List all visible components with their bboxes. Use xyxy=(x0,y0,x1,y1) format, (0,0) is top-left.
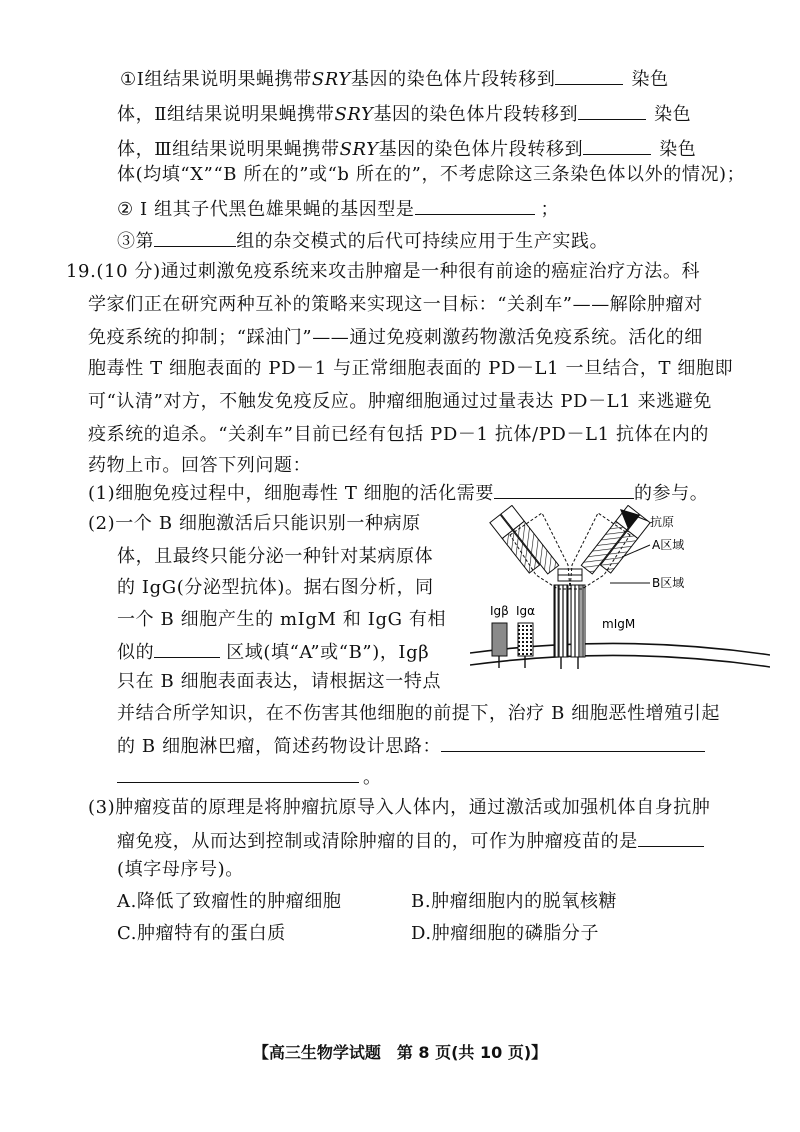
q19-part-2-line-4: 一个 B 细胞产生的 mIgM 和 IgG 有相 xyxy=(117,609,447,630)
migm-label: mIgM xyxy=(602,617,636,631)
q19-part-2-line-1: (2)一个 B 细胞激活后只能识别一种病原 xyxy=(88,513,421,534)
q18-line-1: ①Ⅰ组结果说明果蝇携带SRY基因的染色体片段转移到 染色 xyxy=(120,64,669,94)
option-d[interactable]: D.肿瘤细胞的磷脂分子 xyxy=(411,923,600,944)
q19-stem-line-3: 免疫系统的抑制；“踩油门”——通过免疫刺激药物激活免疫系统。活化的细 xyxy=(88,327,703,348)
q19-part-2-line-8: 的 B 细胞淋巴瘤，简述药物设计思路： xyxy=(117,731,705,761)
region-a-label: A区域 xyxy=(652,538,685,552)
cell-membrane xyxy=(470,643,770,655)
q19-stem-line-7: 药物上市。回答下列问题： xyxy=(88,455,312,476)
answer-blank[interactable] xyxy=(154,637,220,658)
region-b-label: B区域 xyxy=(652,576,685,590)
page-footer: 【高三生物学试题 第 8 页(共 10 页)】 xyxy=(252,1043,548,1062)
iga-label: Igα xyxy=(516,604,536,618)
q18-line-5: ② Ⅰ 组其子代黑色雄果蝇的基因型是 ； xyxy=(117,194,559,224)
q19-part-2-line-7: 并结合所学知识，在不伤害其他细胞的前提下，治疗 B 细胞恶性增殖引起 xyxy=(117,703,721,724)
answer-blank[interactable] xyxy=(154,226,236,247)
option-b[interactable]: B.肿瘤细胞内的脱氧核糖 xyxy=(411,891,618,912)
antibody-figure xyxy=(470,505,770,685)
q19-part-2-line-9: 。 xyxy=(117,762,382,792)
q19-stem-line-1: 19.(10 分)通过刺激免疫系统来攻击肿瘤是一种很有前途的癌症治疗方法。科 xyxy=(66,261,701,282)
answer-blank[interactable] xyxy=(578,99,646,120)
antigen-label: 抗原 xyxy=(650,515,675,529)
answer-blank[interactable] xyxy=(415,194,535,215)
igb-chain xyxy=(492,623,507,656)
q19-stem-line-5: 可“认清”对方，不触发免疫反应。肿瘤细胞通过过量表达 PD－L1 来逃避免 xyxy=(88,391,712,412)
answer-blank[interactable] xyxy=(117,762,359,783)
q19-part-2-line-6: 只在 B 细胞表面表达，请根据这一特点 xyxy=(117,671,442,692)
q18-line-4: 体(均填“X”“B 所在的”或“b 所在的”，不考虑除这三条染色体以外的情况)； xyxy=(117,164,746,185)
heavy-chain-right xyxy=(571,585,585,657)
q18-line-3: 体，Ⅲ组结果说明果蝇携带SRY基因的染色体片段转移到 染色 xyxy=(117,134,696,164)
answer-blank[interactable] xyxy=(583,134,651,155)
option-a[interactable]: A.降低了致瘤性的肿瘤细胞 xyxy=(117,891,342,912)
iga-chain xyxy=(518,623,533,656)
q19-part-3-line-2: 瘤免疫，从而达到控制或清除肿瘤的目的，可作为肿瘤疫苗的是 xyxy=(117,826,704,856)
q18-line-6: ③第 组的杂交模式的后代可持续应用于生产实践。 xyxy=(117,226,608,256)
q19-stem-line-6: 疫系统的追杀。“关刹车”目前已经有包括 PD－1 抗体/PD－L1 抗体在内的 xyxy=(88,424,709,445)
q19-stem-line-2: 学家们正在研究两种互补的策略来实现这一目标：“关刹车”——解除肿瘤对 xyxy=(88,294,703,315)
option-c[interactable]: C.肿瘤特有的蛋白质 xyxy=(117,923,286,944)
q19-part-3-line-1: (3)肿瘤疫苗的原理是将肿瘤抗原导入人体内，通过激活或加强机体自身抗肿 xyxy=(88,797,711,818)
q19-part-2-line-2: 体，且最终只能分泌一种针对某病原体 xyxy=(117,546,434,567)
answer-blank[interactable] xyxy=(494,478,634,499)
igb-label: Igβ xyxy=(490,604,509,618)
sry-gene: SRY xyxy=(311,69,351,90)
answer-blank[interactable] xyxy=(441,731,705,752)
answer-blank[interactable] xyxy=(638,826,704,847)
q19-part-3-line-3: (填字母序号)。 xyxy=(117,859,244,880)
q19-part-2-line-3: 的 IgG(分泌型抗体)。据右图分析，同 xyxy=(117,577,434,598)
q19-stem-line-4: 胞毒性 T 细胞表面的 PD－1 与正常细胞表面的 PD－L1 一旦结合，T 细胞即 xyxy=(88,358,734,379)
q18-line-2: 体，Ⅱ组结果说明果蝇携带SRY基因的染色体片段转移到 染色 xyxy=(117,99,691,129)
q19-part-2-line-5: 似的 区域(填“A”或“B”)，Igβ xyxy=(117,637,429,667)
q19-part-1: (1)细胞免疫过程中，细胞毒性 T 细胞的活化需要 的参与。 xyxy=(88,478,708,508)
heavy-chain-left xyxy=(554,585,568,657)
answer-blank[interactable] xyxy=(555,64,623,85)
